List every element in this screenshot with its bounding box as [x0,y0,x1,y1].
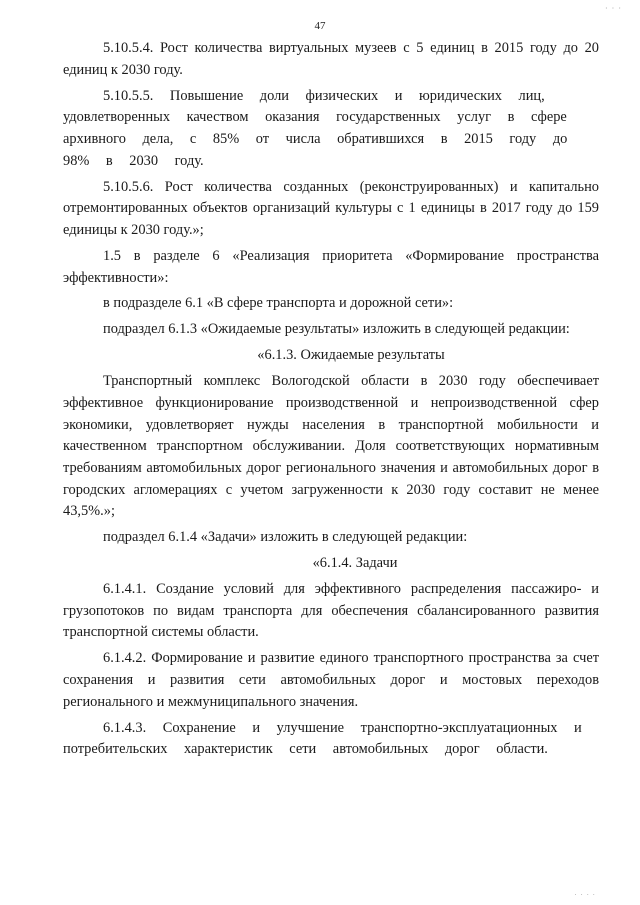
corner-mark-top: · · · [605,4,622,13]
page-number: 47 [314,20,326,32]
corner-mark-bottom: · · · · [574,891,596,899]
paragraph-6-1-4-3: 6.1.4.3. Сохранение и улучшение транспортно-эксплуатационных и потребительских характеристик сети автомобильных дорог области. [63,719,582,758]
paragraph-5-10-5-6: 5.10.5.6. Рост количества созданных (реконструированных) и капитально отремонтированных объектов организаций культуры с 1 единицы в 2017 году до 159 единицы к 2030 году.»; [63,178,599,238]
paragraph-subsection-6-1-4: подраздел 6.1.4 «Задачи» изложить в следующей редакции: [103,529,468,546]
paragraph-6-1-4-2: 6.1.4.2. Формирование и развитие единого транспортного пространства за счет сохранения и развития сети автомобильных дорог и мостовых переходов регионального и межмуниципального значения. [63,650,599,710]
paragraph-5-10-5-4: 5.10.5.4. Рост количества виртуальных музеев с 5 единиц в 2015 году до 20 единиц к 2030 году. [63,40,599,78]
paragraph-1-5: 1.5 в разделе 6 «Реализация приоритета «Формирование пространства эффективности»: [63,247,599,286]
paragraph-5-10-5-5: 5.10.5.5. Повышение доли физических и юридических лиц, удовлетворенных качеством оказания государственных услуг в сфере архивного дела, с 85% от числа обратившихся в 2015 году до 98% в 2030 году. [63,87,568,169]
paragraph-subsection-6-1-3: подраздел 6.1.3 «Ожидаемые результаты» изложить в следующей редакции: [103,321,570,338]
paragraph-6-1-4-1: 6.1.4.1. Создание условий для эффективного распределения пассажиро- и грузопотоков по видам транспорта для обеспечения сбалансированного развития транспортной системы области. [63,581,599,641]
heading-6-1-4: «6.1.4. Задачи [312,555,398,572]
heading-6-1-3: «6.1.3. Ожидаемые результаты [257,347,445,364]
paragraph-transport-complex: Транспортный комплекс Вологодской области в 2030 году обеспечивает эффективное функционирование производственной и непроизводственной сфер экономики, удовлетворяет нужды населения в транспортной мобильности и качественном транспортном обслуживании. Доля соответствующих нормативным требованиям автомобильных дорог регионального значения и автомобильных дорог в городских агломерациях с учетом загруженности к 2030 году составит не менее 43,5%.»; [63,373,599,520]
document-body [63,38,599,761]
paragraph-subsection-6-1: в подразделе 6.1 «В сфере транспорта и дорожной сети»: [103,295,454,312]
